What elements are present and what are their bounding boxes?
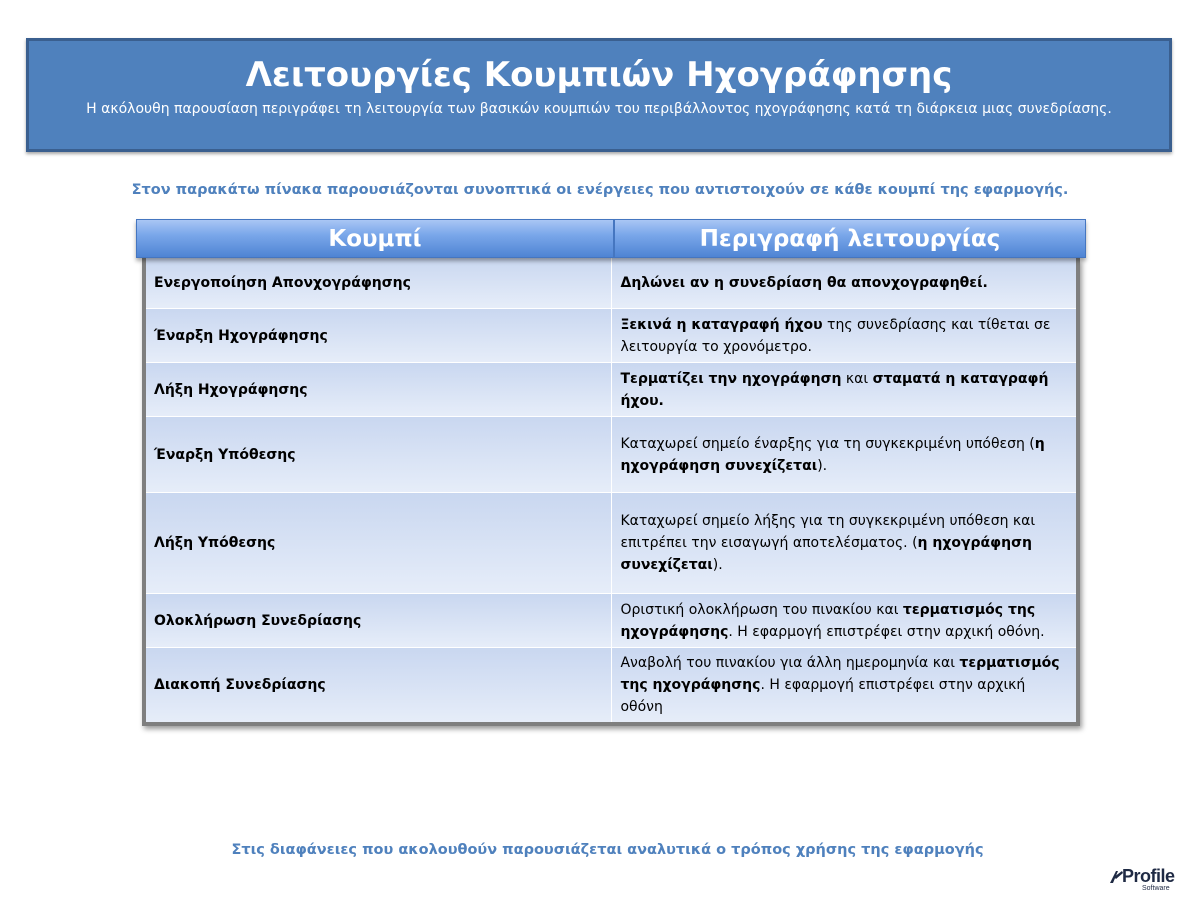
table-row [146,593,1076,647]
logo-subtext: Software [1142,885,1170,892]
row-button-name: Λήξη Υπόθεσης [146,493,612,593]
description-text [620,314,1068,358]
description-segment: Καταχωρεί σημείο λήξης για τη συγκεκριμένη υπόθεση και επιτρέπει την εισαγωγή αποτελέσματος. ( [620,513,1036,551]
functions-table [136,219,1086,726]
description-text [620,272,987,294]
description-bold-segment: Τερματίζει την ηχογράφηση [620,370,842,387]
description-segment: της συνεδρίασης και τίθεται σε λειτουργία το χρονόμετρο. [620,316,1051,355]
description-bold-segment: τερματισμός της ηχογράφησης [620,655,1060,693]
description-bold-segment: η ηχογράφηση συνεχίζεται [620,435,1045,474]
row-button-name: Έναρξη Ηχογράφησης [146,309,612,362]
description-bold-segment: Ξεκινά η καταγραφή ήχου [620,316,823,333]
table-row [146,258,1076,308]
description-text [620,510,1068,576]
table-body [142,258,1080,726]
table-row [146,647,1076,722]
row-button-name: Διακοπή Συνεδρίασης [146,648,612,722]
row-description [612,309,1076,362]
description-segment: ). [712,557,723,573]
description-bold-segment: σταματά η καταγραφή ήχου. [620,370,1049,409]
row-button-name: Λήξη Ηχογράφησης [146,363,612,416]
description-segment: ). [817,457,828,474]
row-button-name: Ενεργοποίηση Απονχογράφησης [146,258,612,308]
footer-note: Στις διαφάνειες που ακολουθούν παρουσιάζεται αναλυτικά ο τρόπος χρήσης της εφαρμογής [231,842,984,858]
title-banner [26,38,1172,152]
row-description [612,648,1076,722]
description-bold-segment: η ηχογράφηση συνεχίζεται [620,535,1032,573]
description-segment: και [841,370,873,387]
table-header [136,219,1086,258]
page-title: Λειτουργίες Κουμπιών Ηχογράφησης [245,55,953,95]
description-segment: Οριστική ολοκλήρωση του πινακίου και [620,601,903,618]
description-bold-segment: τερματισμός της ηχογράφησης [620,601,1036,640]
description-text [620,652,1068,718]
description-segment: Καταχωρεί σημείο έναρξης για τη συγκεκριμένη υπόθεση ( [620,435,1035,452]
logo-wordmark: Profile [1122,866,1175,886]
description-segment: Αναβολή του πινακίου για άλλη ημερομηνία και [620,655,960,671]
row-description [612,493,1076,593]
intro-text: Στον παρακάτω πίνακα παρουσιάζονται συνοπτικά οι ενέργειες που αντιστοιχούν σε κάθε κουμπί της εφαρμογής. [131,182,1069,198]
table-row [146,308,1076,362]
header-button-column: Κουμπί [136,219,614,258]
row-description [612,417,1076,492]
table-row [146,416,1076,492]
row-button-name: Έναρξη Υπόθεσης [146,417,612,492]
row-description [612,258,1076,308]
profile-logo [1108,866,1188,896]
page-subtitle: Η ακόλουθη παρουσίαση περιγράφει τη λειτουργία των βασικών κουμπιών του περιβάλλοντος ηχογράφησης κατά τη διάρκεια μιας συνεδρίασης. [86,101,1112,117]
description-segment: . Η εφαρμογή επιστρέφει στην αρχική οθόνη. [728,623,1045,640]
description-segment: . Η εφαρμογή επιστρέφει στην αρχική οθόνη [620,677,1026,715]
description-text [620,599,1068,643]
description-bold-segment: Δηλώνει αν η συνεδρίαση θα απονχογραφηθεί. [620,275,988,291]
row-description [612,594,1076,647]
table-row [146,492,1076,593]
description-text [620,368,1068,412]
description-text [620,433,1068,477]
header-description-column: Περιγραφή λειτουργίας [614,219,1086,258]
row-button-name: Ολοκλήρωση Συνεδρίασης [146,594,612,647]
table-row [146,362,1076,416]
row-description [612,363,1076,416]
